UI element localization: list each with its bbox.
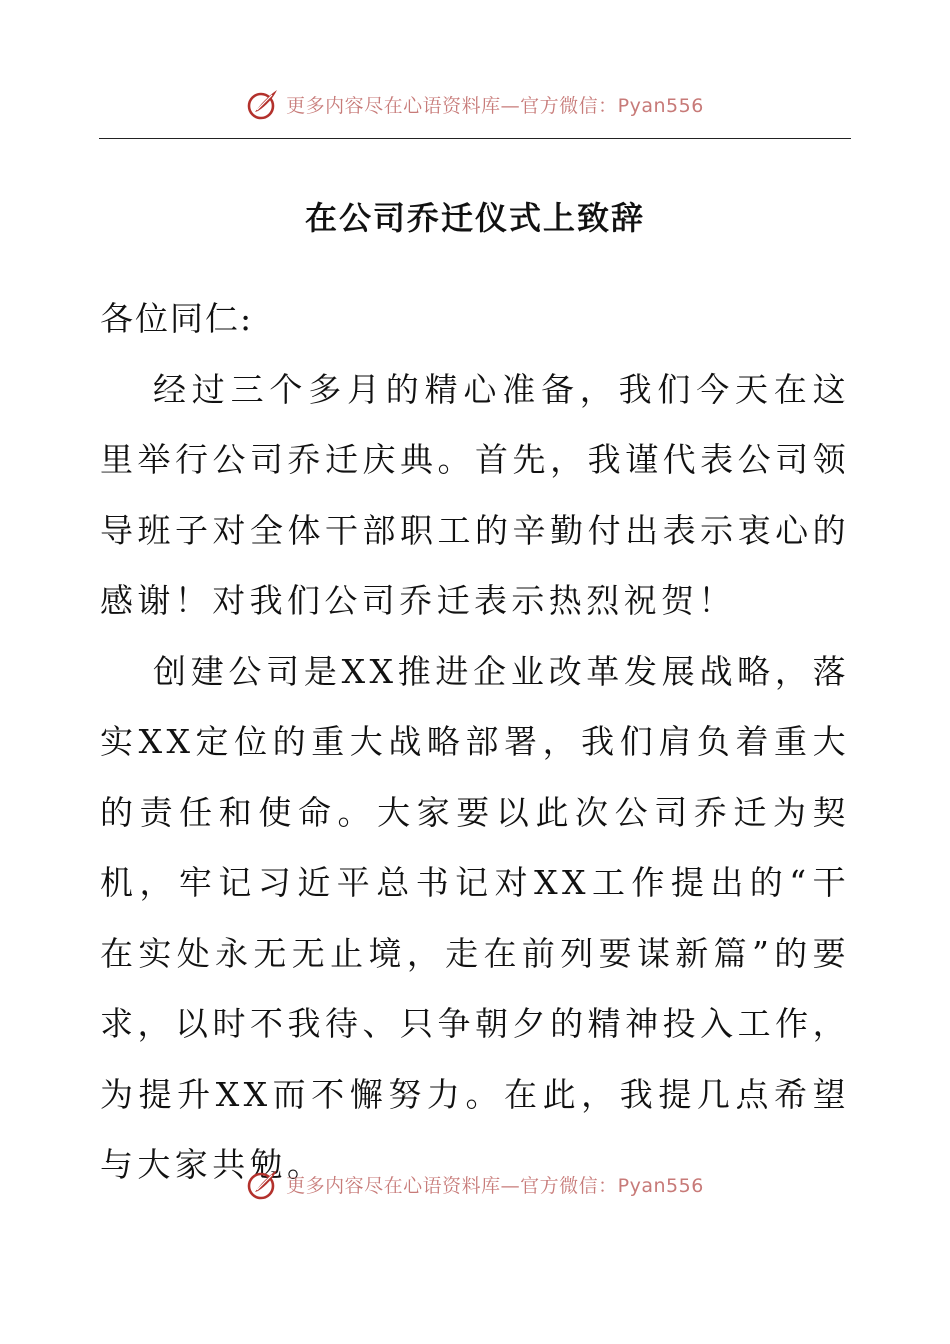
watermark-account: Pyan556 [617, 1174, 704, 1197]
quill-logo-icon [246, 87, 280, 121]
watermark-prefix: 更多内容尽在心语资料库—官方微信： [286, 94, 618, 117]
salutation: 各位同仁: [100, 299, 254, 338]
watermark-text [286, 1171, 704, 1198]
header-divider [99, 138, 851, 139]
watermark-account: Pyan556 [617, 94, 704, 117]
watermark-prefix: 更多内容尽在心语资料库—官方微信： [286, 1174, 618, 1197]
footer-watermark [0, 1164, 950, 1204]
watermark-text [286, 91, 704, 118]
document-body [100, 284, 850, 1201]
paragraph-1: 经过三个多月的精心准备，我们今天在这里举行公司乔迁庆典。首先，我谨代表公司领导班子对全体干部职工的辛勤付出表示衷心的感谢！对我们公司乔迁表示热烈祝贺！ [100, 369, 850, 620]
quill-logo-icon [246, 1167, 280, 1201]
header-watermark [0, 84, 950, 124]
document-title: 在公司乔迁仪式上致辞 [304, 199, 645, 237]
paragraph-2: 创建公司是XX推进企业改革发展战略，落实XX定位的重大战略部署，我们肩负着重大的责任和使命。大家要以此次公司乔迁为契机，牢记习近平总书记对XX工作提出的“干在实处永无无止境，走在前列要谋新篇”的要求，以时不我待、只争朝夕的精神投入工作，为提升XX而不懈努力。在此，我提几点希望与大家共勉。 [100, 651, 850, 1184]
